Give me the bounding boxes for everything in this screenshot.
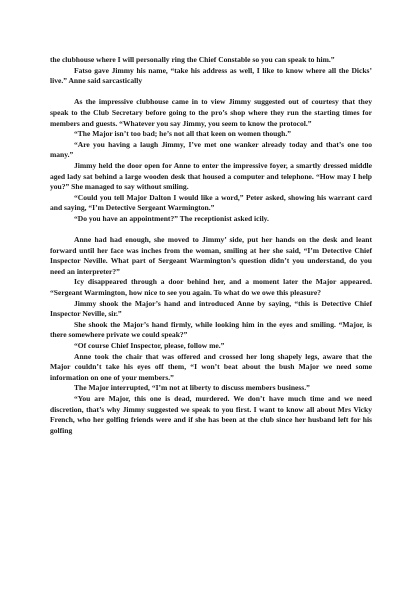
body-paragraph: As the impressive clubhouse came in to view Jimmy suggested out of courtesy that they speak to the Club Secretary before going to the pro’s shop where they run the starting times for members and guests. “Whatever you say Jimmy, you seem to know the protocol.” — [50, 97, 372, 128]
body-paragraph: “Of course Chief Inspector, please, follow me.” — [74, 341, 225, 351]
body-paragraph: “You are Major, this one is dead, murdered. We don’t have much time and we need discretion, that’s why Jimmy suggested we speak to you first. I want to know all about Mrs Vicky French, who her golfing friends were and if she has been at the club since her husband left for his golfing — [50, 394, 372, 435]
body-paragraph: She shook the Major’s hand firmly, while looking him in the eyes and smiling. “Major, is there somewhere private we could speak?” — [50, 319, 372, 340]
body-paragraph: the clubhouse where I will personally ring the Chief Constable so you can speak to him.” — [50, 55, 335, 64]
body-paragraph: Anne had had enough, she moved to Jimmy’ side, put her hands on the desk and leant forward until her face was inches from the woman, smiling at her she said, “I’m Detective Chief Inspector Neville. What part of Sergeant Warmington’s question didn’t you understand, do you need an interpreter?” — [50, 235, 372, 276]
body-paragraph: “Are you having a laugh Jimmy, I’ve met one wanker already today and that’s one too many.” — [50, 139, 372, 160]
body-paragraph: Icy disappeared through a door behind her, and a moment later the Major appeared. “Sergeant Warmington, how nice to see you again. To what do we owe this pleasure? — [50, 277, 372, 298]
body-paragraph: Anne took the chair that was offered and crossed her long shapely legs, aware that the Major couldn’t take his eyes off them, “I won’t beat about the bush Major we need some information on one of your members.” — [50, 351, 372, 382]
body-paragraph: “The Major isn’t too bad; he’s not all that keen on women though.” — [74, 129, 291, 139]
body-paragraph: “Could you tell Major Dalton I would like a word,” Peter asked, showing his warrant card and saying, “I’m Detective Sergeant Warmington.” — [50, 192, 372, 213]
body-paragraph: Fatso gave Jimmy his name, “take his address as well, I like to know where all the Dicks’ live.” Anne said sarcastically — [50, 65, 372, 86]
body-paragraph: The Major interrupted, “I’m not at liberty to discuss members business.” — [74, 383, 310, 393]
document-page — [50, 55, 372, 436]
body-paragraph: “Do you have an appointment?” The receptionist asked icily. — [74, 213, 269, 223]
body-paragraph: Jimmy held the door open for Anne to enter the impressive foyer, a smartly dressed middle aged lady sat behind a large wooden desk that housed a computer and telephone. “How may I help you?” She managed to say without smiling. — [50, 160, 372, 192]
body-paragraph: Jimmy shook the Major’s hand and introduced Anne by saying, “this is Detective Chief Inspector Neville, sir.” — [50, 298, 372, 319]
